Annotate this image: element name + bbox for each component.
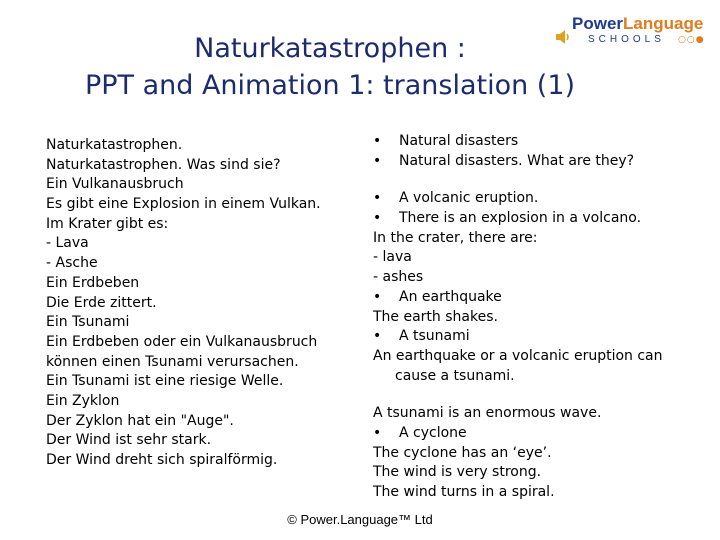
logo-wordmark xyxy=(572,14,703,34)
text-line: Der Zyklon hat ein "Auge". xyxy=(46,412,234,429)
text-line: Ein Tsunami xyxy=(46,314,130,331)
english-translation xyxy=(373,132,663,503)
text-line: Ein Erdbeben xyxy=(46,274,140,291)
bullet-marker: • xyxy=(373,328,382,345)
text-line: - Asche xyxy=(46,255,98,272)
text-line: An earthquake or a volcanic eruption can xyxy=(373,347,663,364)
text-line: Der Wind dreht sich spiralförmig. xyxy=(46,452,278,468)
logo-power: Power xyxy=(572,14,624,33)
slide-title xyxy=(40,30,620,104)
text-line: The wind turns in a spiral. xyxy=(373,484,555,500)
speaker-icon xyxy=(554,28,572,46)
bullet-marker: • xyxy=(373,190,382,207)
text-line: A tsunami is an enormous wave. xyxy=(373,405,602,422)
text-line: Die Erde zittert. xyxy=(46,294,157,311)
bullet-item: • A cyclone xyxy=(373,424,663,444)
text-line: cause a tsunami. xyxy=(395,367,515,384)
logo-dots: ○○● xyxy=(678,35,705,45)
text-line: Ein Tsunami ist eine riesige Welle. xyxy=(46,373,284,390)
text-line: - ashes xyxy=(373,269,424,286)
bullet-marker: • xyxy=(373,152,382,169)
text-line: Ein Erdbeben oder ein Vulkanausbruch xyxy=(46,333,318,350)
text-line: The earth shakes. xyxy=(373,308,498,325)
bullet-marker: • xyxy=(373,288,382,305)
bullet-item: • An earthquake xyxy=(373,288,663,308)
text-line: Der Wind ist sehr stark. xyxy=(46,432,212,449)
bullet-marker: • xyxy=(373,424,382,441)
powerlanguage-logo xyxy=(552,14,712,54)
text-line: Im Krater gibt es: xyxy=(46,215,169,232)
text-line: The cyclone has an ‘eye’. xyxy=(373,444,552,461)
bullet-item: • A tsunami xyxy=(373,327,663,347)
title-line-1: Naturkatastrophen : xyxy=(194,33,466,64)
bullet-item: • A volcanic eruption. xyxy=(373,189,663,209)
copyright-footer: © Power.Language™ Ltd xyxy=(287,512,433,527)
bullet-item: • Natural disasters xyxy=(373,132,663,152)
text-line: The wind is very strong. xyxy=(373,464,542,481)
text-line: können einen Tsunami verursachen. xyxy=(46,353,299,370)
title-line-2: PPT and Animation 1: translation (1) xyxy=(84,70,576,101)
text-line: Naturkatastrophen. Was sind sie? xyxy=(46,156,281,173)
logo-schools: SCHOOLS xyxy=(588,34,665,45)
bullet-item: • There is an explosion in a volcano. xyxy=(373,209,663,229)
bullet-marker: • xyxy=(373,210,382,227)
german-text xyxy=(46,136,321,471)
text-line: In the crater, there are: xyxy=(373,229,538,246)
text-line: - lava xyxy=(373,249,412,266)
text-line: Es gibt eine Explosion in einem Vulkan. xyxy=(46,196,321,213)
bullet-marker: • xyxy=(373,133,382,149)
logo-language: Language xyxy=(623,14,704,33)
bullet-item: • Natural disasters. What are they? xyxy=(373,152,663,172)
text-line: Ein Vulkanausbruch xyxy=(46,176,184,193)
text-line: Ein Zyklon xyxy=(46,392,120,409)
text-line: - Lava xyxy=(46,235,89,252)
text-line: Naturkatastrophen. xyxy=(46,137,183,153)
